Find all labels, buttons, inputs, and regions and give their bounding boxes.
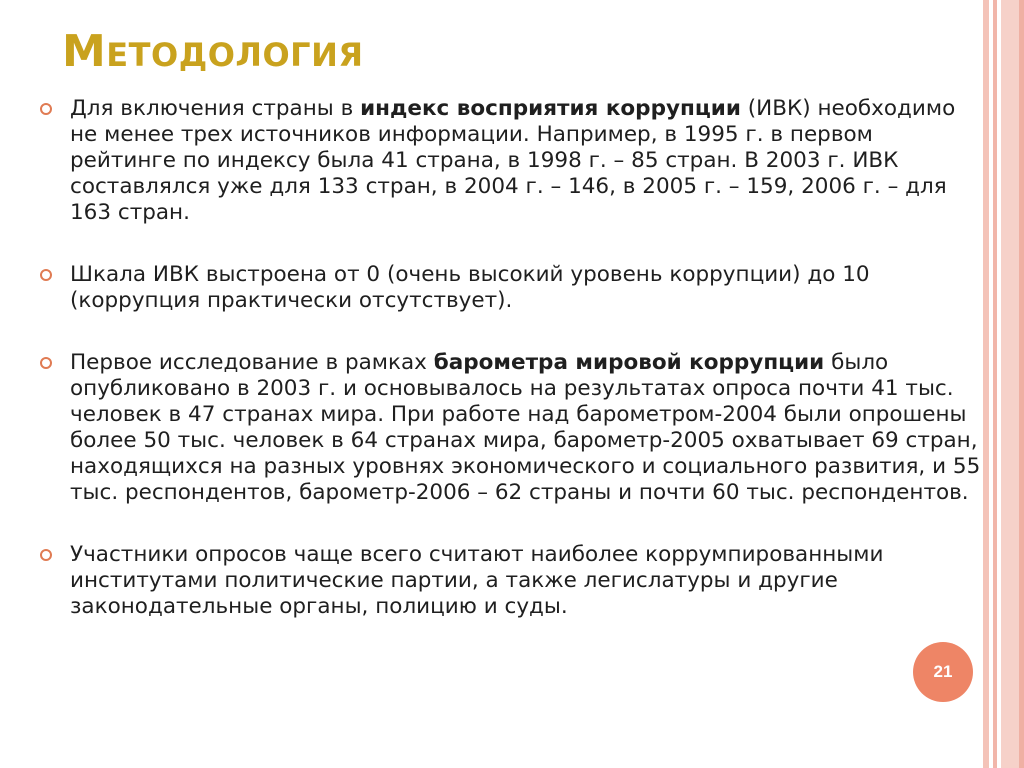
bullet-item (40, 96, 985, 226)
decorative-stripe (1019, 0, 1024, 768)
bullet-text-bold: барометра мировой коррупции (433, 350, 825, 375)
bullet-text-pre: Участники опросов чаще всего считают наиболее коррумпированными институтами политические партии, а также легислатуры и другие законодательные органы, полицию и суды. (70, 542, 884, 619)
bullet-text (70, 542, 883, 619)
bullet-text-pre: Шкала ИВК выстроена от 0 (очень высокий уровень коррупции) до 10 (коррупция практически отсутствует). (70, 262, 870, 313)
bullet-text-post: (ИВК) необходимо не менее трех источников информации. Например, в 1995 г. в первом рейтинге по индексу была 41 страна, в 1998 г. – 85 стран. В 2003 г. ИВК составлялся уже для 133 стран, в 2004 г. – 146, в 2005 г. – 159, 2006 г. – для 163 стран. (70, 96, 956, 225)
bullet-text (70, 350, 980, 505)
title-first-letter: М (62, 26, 107, 77)
bullet-text-bold: индекс восприятия коррупции (360, 96, 741, 121)
bullet-circle-icon (40, 549, 52, 561)
page-number-badge: 21 (913, 642, 973, 702)
bullet-text (70, 262, 870, 313)
bullet-text-pre: Для включения страны в (70, 96, 361, 121)
decorative-stripe (993, 0, 997, 768)
bullet-circle-icon (40, 269, 52, 281)
bullet-item (40, 542, 985, 620)
decorative-stripe (1001, 0, 1019, 768)
bullet-text-post: было опубликовано в 2003 г. и основывалось на результатах опроса почти 41 тыс. человек в 47 странах мира. При работе над барометром-2004 были опрошены более 50 тыс. человек в 64 странах мира, барометр-2005 охватывает 69 стран, находящихся на разных уровнях экономического и социального развития, и 55 тыс. респондентов, барометр-2006 – 62 страны и почти 60 тыс. респондентов. (70, 350, 981, 505)
bullet-circle-icon (40, 103, 52, 115)
bullet-text-pre: Первое исследование в рамках (70, 350, 434, 375)
bullet-item (40, 262, 985, 314)
slide-title (62, 24, 363, 83)
bullet-item (40, 350, 985, 506)
bullet-text (70, 96, 955, 225)
title-rest: ЕТОДОЛОГИЯ (106, 36, 364, 74)
bullet-circle-icon (40, 357, 52, 369)
bullet-list (40, 96, 985, 620)
